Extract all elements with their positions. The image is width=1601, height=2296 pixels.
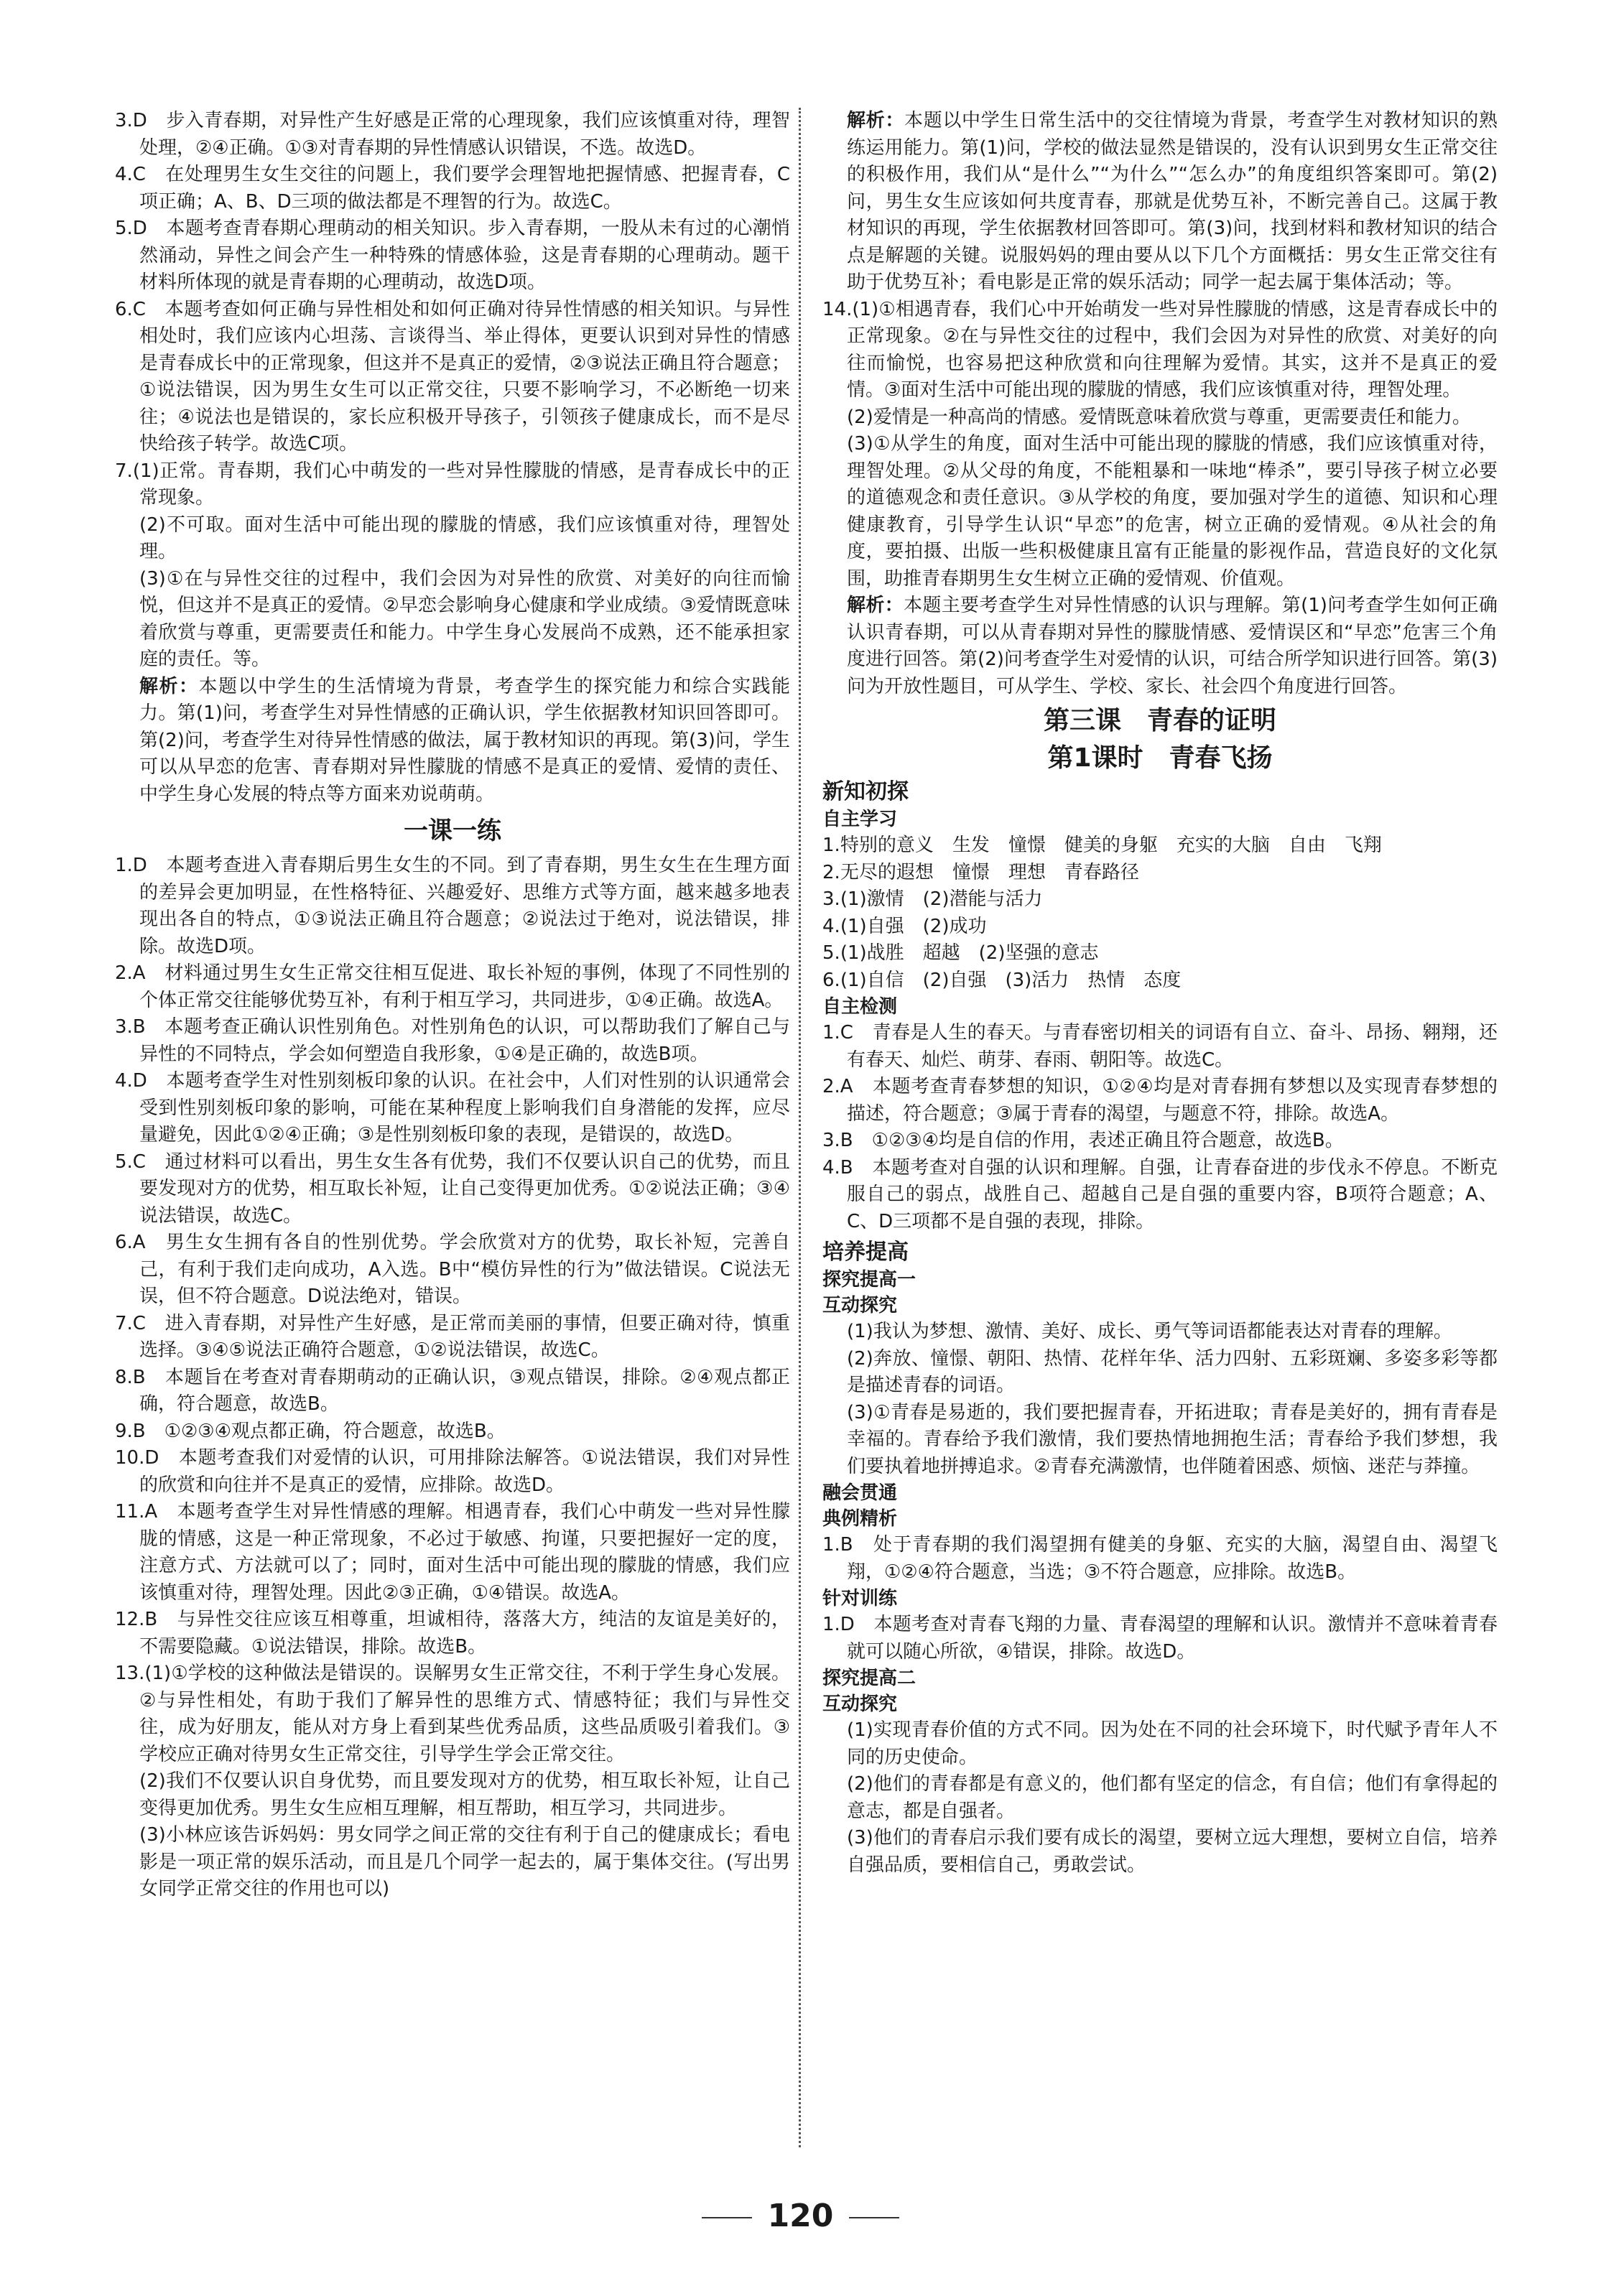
- practice-answer-4: 4.D 本题考查学生对性别刻板印象的认识。在社会中，人们对性别的认识通常会受到性别刻板印象的影响，可能在某种程度上影响我们自身潜能的发挥，应尽量避免，因此①②④正确；③是性别刻板印象的表现，是错误的，故选D。: [115, 1070, 790, 1145]
- practice-answer-13-part1: 13.(1)①学校的这种做法是错误的。误解男女生正常交往，不利于学生身心发展。②与异性相处，有助于我们了解异性的思维方式、情感特征；我们与异性交往，成为好朋友，能从对方身上看到某些优秀品质，这些品质吸引着我们。③学校应正确对待男女生正常交往，引导学生学会正常交往。: [115, 1663, 790, 1765]
- practice-answer-1: 1.D 本题考查进入青春期后男生女生的不同。到了青春期，男生女生在生理方面的差异会更加明显，在性格特征、兴趣爱好、思维方式等方面，越来越多地表现出各自的特点，①③说法正确且符合题意；②说法过于绝对，说法错误，排除。故选D项。: [115, 855, 790, 957]
- interactive-2-p3: (3)他们的青春启示我们要有成长的渴望，要树立远大理想，要树立自信，培养自强品质，要相信自己，勇敢尝试。: [847, 1827, 1498, 1876]
- answer-14-part2: (2)爱情是一种高尚的情感。爱情既意味着欣赏与尊重，更需要责任和能力。: [847, 406, 1471, 428]
- practice-answer-12: 12.B 与异性交往应该互相尊重，坦诚相待，落落大方，纯洁的友谊是美好的，不需要隐藏。①说法错误，排除。故选B。: [115, 1609, 790, 1658]
- lesson-subtitle: 第1课时 青春飞扬: [1047, 743, 1273, 773]
- self-study-5: 5.(1)战胜 超越 (2)坚强的意志: [822, 942, 1099, 964]
- right-column: [822, 108, 1498, 1879]
- heading-hudongtanjiu-2: 互动探究: [822, 1693, 898, 1715]
- practice-answer-9: 9.B ①②③④观点都正确，符合题意，故选B。: [115, 1420, 506, 1442]
- practice-answer-8: 8.B 本题旨在考查对青春期萌动的正确认识，③观点错误，排除。②④观点都正确，符合题意，故选B。: [115, 1366, 790, 1415]
- self-check-4: 4.B 本题考查对自强的认识和理解。自强，让青春奋进的步伐永不停息。不断克服自己的弱点，战胜自己、超越自己是自强的重要内容，B项符合题意；A、C、D三项都不是自强的表现，排除。: [822, 1156, 1498, 1232]
- page-number-right-rule: [849, 2217, 899, 2218]
- practice-answer-3: 3.B 本题考查正确认识性别角色。对性别角色的认识，可以帮助我们了解自己与异性的不同特点，学会如何塑造自我形象，①④是正确的，故选B项。: [115, 1016, 790, 1065]
- practice-answer-5: 5.C 通过材料可以看出，男生女生各有优势，我们不仅要认识自己的优势，而且要发现对方的优势，相互取长补短，让自己变得更加优秀。①②说法正确；③④说法错误，故选C。: [115, 1151, 790, 1227]
- heading-tanjiutigao-2: 探究提高二: [822, 1668, 916, 1689]
- practice-answer-6: 6.A 男生女生拥有各自的性别优势。学会欣赏对方的优势，取长补短，完善自己，有利于我们走向成功，A入选。B中“模仿异性的行为”做法错误。C说法无误，但不符合题意。D说法绝对，错误。: [115, 1232, 790, 1307]
- interactive-2-p1: (1)实现青春价值的方式不同。因为处在不同的社会环境下，时代赋予青年人不同的历史使命。: [847, 1719, 1498, 1768]
- left-column: [115, 108, 790, 1903]
- example-answer-1: 1.B 处于青春期的我们渴望拥有健美的身躯、充实的大脑，渴望自由、渴望飞翔，①②④符合题意，当选；③不符合题意，应排除。故选B。: [822, 1534, 1498, 1583]
- self-study-1: 1.特别的意义 生发 憧憬 健美的身躯 充实的大脑 自由 飞翔: [822, 835, 1382, 856]
- heading-tanjiutigao-1: 探究提高一: [822, 1269, 916, 1291]
- self-check-1: 1.C 青春是人生的春天。与青春密切相关的词语有自立、奋斗、昂扬、翱翔，还有春天、灿烂、萌芽、春雨、朝阳等。故选C。: [822, 1022, 1498, 1071]
- practice-answer-10: 10.D 本题考查我们对爱情的认识，可用排除法解答。①说法错误，我们对异性的欣赏和向往并不是真正的爱情，应排除。故选D。: [115, 1447, 790, 1496]
- self-study-4: 4.(1)自强 (2)成功: [822, 915, 987, 937]
- interactive-1-p3: (3)①青春是易逝的，我们要把握青春，开拓进取；青春是美好的，拥有青春是幸福的。青春给予我们激情，我们要热情地拥抱生活；青春给予我们梦想，我们要执着地拼搏追求。②青春充满激情，也伴随着困惑、烦恼、迷茫与莽撞。: [847, 1401, 1498, 1477]
- answer-14-part3: (3)①从学生的角度，面对生活中可能出现的朦胧的情感，我们应该慎重对待，理智处理。②从父母的角度，不能粗暴和一味地“棒杀”，要引导孩子树立必要的道德观念和责任意识。③从学校的角度，要加强对学生的道德、知识和心理健康教育，引导学生认识“早恋”的危害，树立正确的爱情观。④从社会的角度，要拍摄、出版一些积极健康且富有正能量的影视作品，营造良好的文化氛围，助推青春期男生女生树立正确的爱情观、价值观。: [847, 433, 1498, 590]
- interactive-2-p2: (2)他们的青春都是有意义的，他们都有坚定的信念，有自信；他们有拿得起的意志，都是自强者。: [847, 1773, 1498, 1822]
- heading-zhenduixunlian: 针对训练: [822, 1588, 898, 1609]
- interactive-1-p1: (1)我认为梦想、激情、美好、成长、勇气等词语都能表达对青春的理解。: [847, 1321, 1452, 1342]
- self-study-2: 2.无尽的遐想 憧憬 理想 青春路径: [822, 861, 1139, 883]
- interactive-1-p2: (2)奔放、憧憬、朝阳、热情、花样年华、活力四射、五彩斑斓、多姿多彩等都是描述青春的词语。: [847, 1347, 1498, 1396]
- lesson-title: 第三课 青春的证明: [1043, 706, 1276, 735]
- self-check-2: 2.A 本题考查青春梦想的知识，①②④均是对青春拥有梦想以及实现青春梦想的描述，符合题意；③属于青春的渴望，与题意不符，排除。故选A。: [822, 1076, 1498, 1125]
- section-title-yikeyilian: 一课一练: [404, 817, 501, 845]
- heading-ronghuiguantong: 融会贯通: [822, 1482, 898, 1504]
- practice-answer-13-part2: (2)我们不仅要认识自身优势，而且要发现对方的优势，相互取长补短，让自己变得更加优秀。男生女生应相互理解，相互帮助，相互学习，共同进步。: [139, 1770, 790, 1819]
- self-study-6: 6.(1)自信 (2)自强 (3)活力 热情 态度: [822, 969, 1182, 991]
- self-study-3: 3.(1)激情 (2)潜能与活力: [822, 888, 1043, 910]
- heading-peiyangtigao: 培养提高: [822, 1240, 909, 1265]
- answer-7-part1: 7.(1)正常。青春期，我们心中萌发的一些对异性朦胧的情感，是青春成长中的正常现象。: [115, 460, 790, 508]
- practice-answer-2: 2.A 材料通过男生女生正常交往相互促进、取长补短的事例，体现了不同性别的个体正常交往能够优势互补，有利于相互学习，共同进步，①④正确。故选A。: [115, 962, 790, 1011]
- practice-answer-13-part3: (3)小林应该告诉妈妈：男女同学之间正常的交往有利于自己的健康成长；看电影是一项正常的娱乐活动，而且是几个同学一起去的，属于集体交往。(写出男女同学正常交往的作用也可以): [139, 1824, 790, 1900]
- heading-zizhujiance: 自主检测: [822, 996, 898, 1018]
- answer-4: 4.C 在处理男生女生交往的问题上，我们要学会理智地把握情感、把握青春，C项正确；A、B、D三项的做法都是不理智的行为。故选C。: [115, 164, 790, 213]
- column-divider: [799, 108, 801, 2147]
- answer-3: 3.D 步入青春期，对异性产生好感是正常的心理现象，我们应该慎重对待，理智处理，②④正确。①③对青春期的异性情感认识错误，不选。故选D。: [115, 110, 790, 159]
- answer-7-part2: (2)不可取。面对生活中可能出现的朦胧的情感，我们应该慎重对待，理智处理。: [139, 513, 790, 562]
- heading-dianlijingxi: 典例精析: [822, 1508, 898, 1530]
- self-check-3: 3.B ①②③④均是自信的作用，表述正确且符合题意，故选B。: [822, 1130, 1344, 1151]
- page-number-left-rule: [702, 2217, 752, 2218]
- page-number: 120: [0, 2196, 1601, 2236]
- answer-14-part1: 14.(1)①相遇青春，我们心中开始萌发一些对异性朦胧的情感，这是青春成长中的正常现象。②在与异性交往的过程中，我们会因为对异性的欣赏、对美好的向往而愉悦，也容易把这种欣赏和向往理解为爱情。其实，这并不是真正的爱情。③面对生活中可能出现的朦胧的情感，我们应该慎重对待，理智处理。: [822, 298, 1498, 401]
- answer-13-analysis: 解析：本题以中学生日常生活中的交往情境为背景，考查学生对教材知识的熟练运用能力。第(1)问，学校的做法显然是错误的，没有认识到男女生正常交往的积极作用，我们从“是什么”“为什么”“怎么办”的角度组织答案即可。第(2)问，男生女生应该如何共度青春，那就是优势互补，不断完善自己。这属于教材知识的再现，学生依据教材回答即可。第(3)问，找到材料和教材知识的结合点是解题的关键。说服妈妈的理由要从以下几个方面概括：男女生正常交往有助于优势互补；看电影是正常的娱乐活动；同学一起去属于集体活动；等。: [847, 110, 1498, 293]
- practice-answer-7: 7.C 进入青春期，对异性产生好感，是正常而美丽的事情，但要正确对待，慎重选择。③④⑤说法正确符合题意，①②说法错误，故选C。: [115, 1312, 790, 1361]
- answer-5: 5.D 本题考查青春期心理萌动的相关知识。步入青春期，一股从未有过的心潮悄然涌动，异性之间会产生一种特殊的情感体验，这是青春期的心理萌动。题干材料所体现的就是青春期的心理萌动，故选D项。: [115, 218, 790, 293]
- training-answer-1: 1.D 本题考查对青春飞翔的力量、青春渴望的理解和认识。激情并不意味着青春就可以随心所欲，④错误，排除。故选D。: [822, 1614, 1498, 1663]
- answer-7-part3: (3)①在与异性交往的过程中，我们会因为对异性的欣赏、对美好的向往而愉悦，但这并不是真正的爱情。②早恋会影响身心健康和学业成绩。③爱情既意味着欣赏与尊重，更需要责任和能力。中学生身心发展尚不成熟，还不能承担家庭的责任。等。: [139, 567, 790, 670]
- heading-hudongtanjiu-1: 互动探究: [822, 1295, 898, 1316]
- answer-14-analysis: 解析：本题主要考查学生对异性情感的认识与理解。第(1)问考查学生如何正确认识青春期，可以从青春期对异性的朦胧情感、爱情误区和“早恋”危害三个角度进行回答。第(2)问考查学生对爱情的认识，可结合所学知识进行回答。第(3)问为开放性题目，可从学生、学校、家长、社会四个角度进行回答。: [847, 595, 1498, 697]
- answer-7-analysis: 解析：本题以中学生的生活情境为背景，考查学生的探究能力和综合实践能力。第(1)问，考查学生对异性情感的正确认识，学生依据教材知识回答即可。第(2)问，考查学生对待异性情感的做法，属于教材知识的再现。第(3)问，学生可以从早恋的危害、青春期对异性朦胧的情感不是真正的爱情、爱情的责任、中学生身心发展的特点等方面来劝说萌萌。: [139, 675, 790, 805]
- heading-zizhuxuexi: 自主学习: [822, 809, 898, 830]
- heading-xinzhichutan: 新知初探: [822, 779, 909, 804]
- answer-6: 6.C 本题考查如何正确与异性相处和如何正确对待异性情感的相关知识。与异性相处时，我们应该内心坦荡、言谈得当、举止得体，更要认识到对异性的情感是青春成长中的正常现象，但这并不是真正的爱情，②③说法正确且符合题意；①说法错误，因为男生女生可以正常交往，只要不影响学习，不必断绝一切来往；④说法也是错误的，家长应积极开导孩子，引领孩子健康成长，而不是尽快给孩子转学。故选C项。: [115, 298, 790, 455]
- practice-answer-11: 11.A 本题考查学生对异性情感的理解。相遇青春，我们心中萌发一些对异性朦胧的情感，这是一种正常现象，不必过于敏感、拘谨，只要把握好一定的度，注意方式、方法就可以了；同时，面对生活中可能出现的朦胧的情感，我们应该慎重对待，理智处理。因此②③正确，①④错误。故选A。: [115, 1501, 790, 1604]
